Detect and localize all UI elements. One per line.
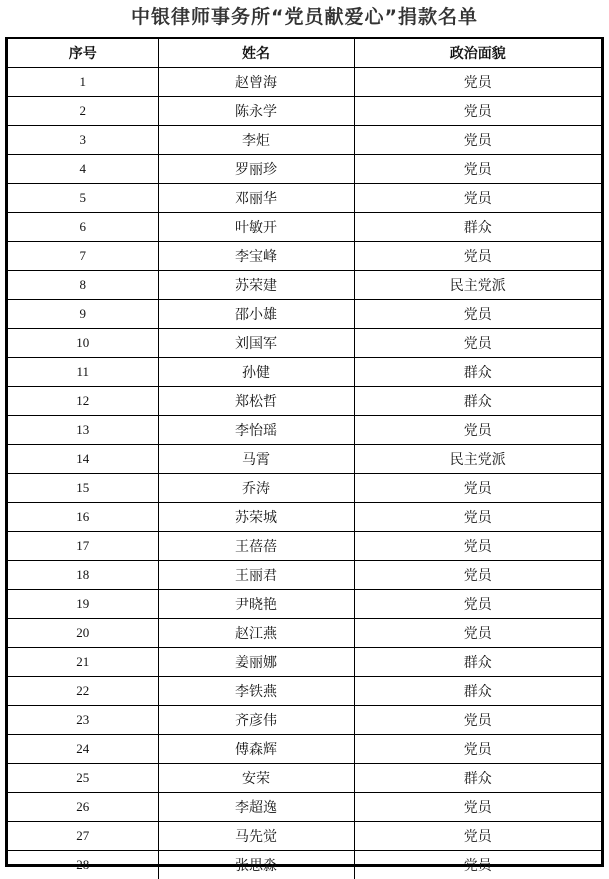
cell-political-status: 民主党派 bbox=[354, 271, 601, 300]
cell-serial-number: 2 bbox=[8, 97, 158, 126]
table-row bbox=[8, 532, 601, 561]
cell-political-status: 党员 bbox=[354, 474, 601, 503]
cell-political-status: 党员 bbox=[354, 97, 601, 126]
table-row bbox=[8, 416, 601, 445]
table-row bbox=[8, 503, 601, 532]
table-row bbox=[8, 474, 601, 503]
table-row bbox=[8, 329, 601, 358]
table-row bbox=[8, 445, 601, 474]
cell-name: 姜丽娜 bbox=[158, 648, 354, 677]
cell-serial-number: 18 bbox=[8, 561, 158, 590]
cell-serial-number: 10 bbox=[8, 329, 158, 358]
cell-name: 刘国军 bbox=[158, 329, 354, 358]
cell-serial-number: 13 bbox=[8, 416, 158, 445]
cell-name: 赵曾海 bbox=[158, 68, 354, 97]
cell-name: 齐彦伟 bbox=[158, 706, 354, 735]
cell-name: 李超逸 bbox=[158, 793, 354, 822]
cell-political-status: 党员 bbox=[354, 242, 601, 271]
table-row bbox=[8, 97, 601, 126]
cell-political-status: 党员 bbox=[354, 68, 601, 97]
cell-political-status: 群众 bbox=[354, 213, 601, 242]
cell-name: 乔涛 bbox=[158, 474, 354, 503]
cell-political-status: 党员 bbox=[354, 735, 601, 764]
cell-serial-number: 23 bbox=[8, 706, 158, 735]
cell-serial-number: 1 bbox=[8, 68, 158, 97]
cell-serial-number: 7 bbox=[8, 242, 158, 271]
table-row bbox=[8, 184, 601, 213]
table-row bbox=[8, 851, 601, 879]
cell-name: 邓丽华 bbox=[158, 184, 354, 213]
donation-table bbox=[8, 39, 601, 879]
cell-name: 傅森辉 bbox=[158, 735, 354, 764]
cell-serial-number: 22 bbox=[8, 677, 158, 706]
cell-political-status: 党员 bbox=[354, 561, 601, 590]
table-row bbox=[8, 300, 601, 329]
table-row bbox=[8, 155, 601, 184]
cell-name: 孙健 bbox=[158, 358, 354, 387]
table-row bbox=[8, 68, 601, 97]
cell-name: 赵江燕 bbox=[158, 619, 354, 648]
table-row bbox=[8, 590, 601, 619]
cell-political-status: 群众 bbox=[354, 648, 601, 677]
table-row bbox=[8, 677, 601, 706]
cell-serial-number: 24 bbox=[8, 735, 158, 764]
cell-serial-number: 8 bbox=[8, 271, 158, 300]
cell-serial-number: 9 bbox=[8, 300, 158, 329]
cell-political-status: 党员 bbox=[354, 329, 601, 358]
table-row bbox=[8, 271, 601, 300]
cell-name: 王丽君 bbox=[158, 561, 354, 590]
cell-name: 尹晓艳 bbox=[158, 590, 354, 619]
cell-political-status: 党员 bbox=[354, 300, 601, 329]
cell-name: 叶敏开 bbox=[158, 213, 354, 242]
table-body bbox=[8, 68, 601, 879]
table-row bbox=[8, 387, 601, 416]
cell-name: 李铁燕 bbox=[158, 677, 354, 706]
cell-political-status: 党员 bbox=[354, 793, 601, 822]
cell-name: 苏荣城 bbox=[158, 503, 354, 532]
donation-table-frame bbox=[5, 37, 604, 867]
table-row bbox=[8, 358, 601, 387]
table-row bbox=[8, 561, 601, 590]
cell-political-status: 党员 bbox=[354, 590, 601, 619]
cell-name: 陈永学 bbox=[158, 97, 354, 126]
cell-serial-number: 21 bbox=[8, 648, 158, 677]
cell-name: 苏荣建 bbox=[158, 271, 354, 300]
cell-political-status: 党员 bbox=[354, 184, 601, 213]
cell-serial-number: 15 bbox=[8, 474, 158, 503]
cell-serial-number: 14 bbox=[8, 445, 158, 474]
cell-name: 郑松哲 bbox=[158, 387, 354, 416]
cell-name: 李炬 bbox=[158, 126, 354, 155]
cell-political-status: 党员 bbox=[354, 532, 601, 561]
cell-name: 罗丽珍 bbox=[158, 155, 354, 184]
cell-name: 马先觉 bbox=[158, 822, 354, 851]
table-row bbox=[8, 764, 601, 793]
cell-serial-number: 5 bbox=[8, 184, 158, 213]
table-header-row bbox=[8, 39, 601, 68]
cell-serial-number: 19 bbox=[8, 590, 158, 619]
cell-political-status: 党员 bbox=[354, 619, 601, 648]
cell-name: 张思淼 bbox=[158, 851, 354, 879]
table-row bbox=[8, 619, 601, 648]
header-name: 姓名 bbox=[158, 39, 354, 68]
cell-name: 李宝峰 bbox=[158, 242, 354, 271]
cell-serial-number: 4 bbox=[8, 155, 158, 184]
table-row bbox=[8, 648, 601, 677]
cell-serial-number: 6 bbox=[8, 213, 158, 242]
table-row bbox=[8, 213, 601, 242]
cell-name: 安荣 bbox=[158, 764, 354, 793]
cell-name: 李怡瑶 bbox=[158, 416, 354, 445]
table-row bbox=[8, 126, 601, 155]
cell-serial-number: 11 bbox=[8, 358, 158, 387]
header-serial-number: 序号 bbox=[8, 39, 158, 68]
cell-political-status: 党员 bbox=[354, 851, 601, 879]
cell-political-status: 党员 bbox=[354, 822, 601, 851]
table-row bbox=[8, 242, 601, 271]
cell-name: 王蓓蓓 bbox=[158, 532, 354, 561]
cell-serial-number: 17 bbox=[8, 532, 158, 561]
cell-name: 邵小雄 bbox=[158, 300, 354, 329]
cell-serial-number: 16 bbox=[8, 503, 158, 532]
cell-serial-number: 27 bbox=[8, 822, 158, 851]
table-row bbox=[8, 706, 601, 735]
cell-serial-number: 20 bbox=[8, 619, 158, 648]
table-row bbox=[8, 822, 601, 851]
cell-political-status: 党员 bbox=[354, 126, 601, 155]
cell-political-status: 党员 bbox=[354, 416, 601, 445]
cell-political-status: 群众 bbox=[354, 358, 601, 387]
cell-serial-number: 3 bbox=[8, 126, 158, 155]
cell-political-status: 群众 bbox=[354, 387, 601, 416]
cell-political-status: 群众 bbox=[354, 677, 601, 706]
cell-political-status: 群众 bbox=[354, 764, 601, 793]
cell-serial-number: 28 bbox=[8, 851, 158, 879]
header-political-status: 政治面貌 bbox=[354, 39, 601, 68]
cell-serial-number: 25 bbox=[8, 764, 158, 793]
table-row bbox=[8, 735, 601, 764]
cell-political-status: 民主党派 bbox=[354, 445, 601, 474]
table-row bbox=[8, 793, 601, 822]
cell-political-status: 党员 bbox=[354, 155, 601, 184]
cell-political-status: 党员 bbox=[354, 706, 601, 735]
cell-name: 马霄 bbox=[158, 445, 354, 474]
cell-political-status: 党员 bbox=[354, 503, 601, 532]
cell-serial-number: 26 bbox=[8, 793, 158, 822]
cell-serial-number: 12 bbox=[8, 387, 158, 416]
page-title: 中银律师事务所“党员献爱心”捐款名单 bbox=[0, 0, 609, 34]
